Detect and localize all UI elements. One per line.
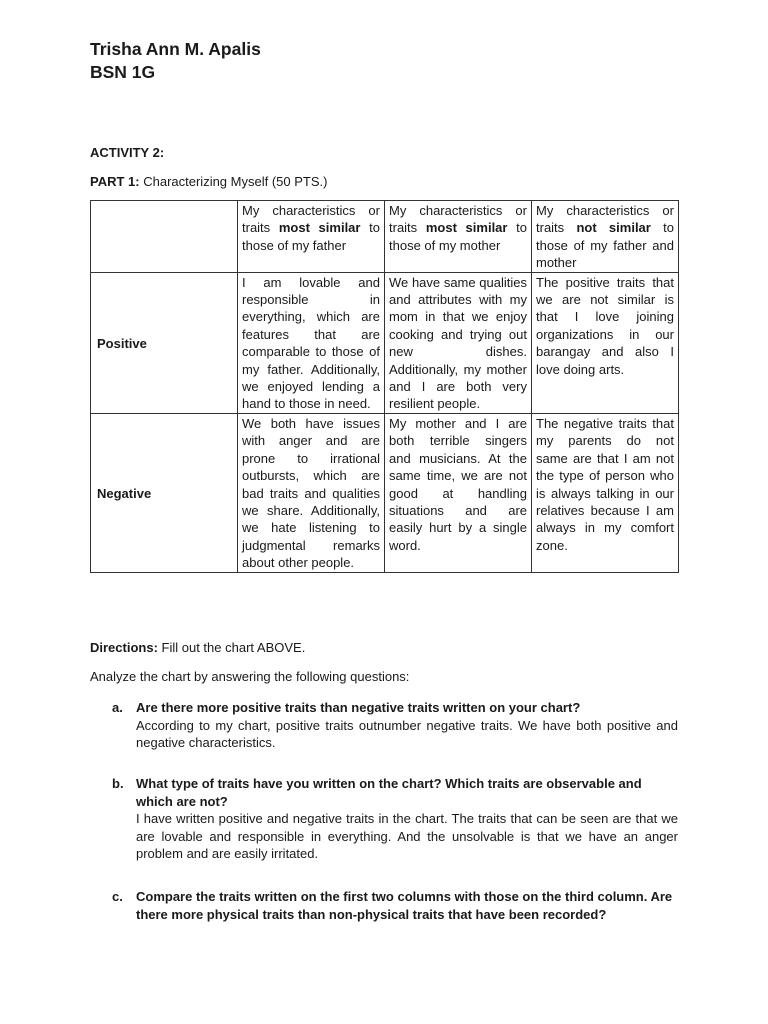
student-name: Trisha Ann M. Apalis xyxy=(90,39,261,59)
part-label: PART 1: xyxy=(90,174,140,189)
chart-row-positive xyxy=(91,272,679,413)
row-label-negative: Negative xyxy=(91,413,238,572)
negative-mother-cell: My mother and I are both terrible singers and musicians. At the same time, we are not good at handling situations and are easily hurt by a single word. xyxy=(385,413,532,572)
header-not-similar-bold: not similar xyxy=(576,220,651,236)
chart-row-negative xyxy=(91,413,679,572)
positive-father-cell: I am lovable and responsible in everything, which are features that are comparable to those of my father. Additionally, we enjoyed lending a hand to those in need. xyxy=(238,272,385,413)
header-not-similar-post: to those of my father and mother xyxy=(536,220,674,271)
header-father-post: to those of my father xyxy=(242,220,380,253)
document-header xyxy=(90,38,261,84)
header-mother-pre: My characteristics or traits xyxy=(389,203,527,236)
chart-header-row xyxy=(91,201,679,273)
part-title xyxy=(90,174,327,189)
header-not-similar-pre: My characteristics or traits xyxy=(536,203,674,236)
question-c xyxy=(112,888,678,923)
header-father-pre: My characteristics or traits xyxy=(242,203,380,236)
header-mother-bold: most similar xyxy=(425,220,508,236)
directions-label: Directions: xyxy=(90,640,158,655)
question-letter: b. xyxy=(112,776,124,791)
negative-not-similar-cell: The negative traits that my parents do not same are that I am not the type of person who is always talking in our relatives because I am always in my comfort zone. xyxy=(532,413,679,572)
directions-text: Fill out the chart ABOVE. xyxy=(157,640,306,655)
activity-title: ACTIVITY 2: xyxy=(90,145,165,160)
question-letter: c. xyxy=(112,889,123,904)
question-text: Are there more positive traits than negative traits written on your chart? xyxy=(136,700,581,715)
positive-mother-cell: We have same qualities and attributes with my mom in that we enjoy cooking and trying out new dishes. Additionally, my mother and I are both very resilient people. xyxy=(385,272,532,413)
header-mother xyxy=(385,201,532,273)
answer-text: According to my chart, positive traits outnumber negative traits. We have both positive and negative characteristics. xyxy=(136,717,678,751)
question-text: Compare the traits written on the first two columns with those on the third column. Are there more physical traits than non-physical traits that have been recorded? xyxy=(136,889,673,922)
traits-chart xyxy=(90,200,679,573)
chart-corner-cell xyxy=(91,201,238,273)
header-mother-post: to those of my mother xyxy=(389,220,527,253)
part-text: Characterizing Myself (50 PTS.) xyxy=(139,174,328,189)
question-b xyxy=(112,775,678,863)
question-text: What type of traits have you written on the chart? Which traits are observable and which are not? xyxy=(136,776,642,809)
header-father-bold: most similar xyxy=(278,220,361,236)
row-label-positive: Positive xyxy=(91,272,238,413)
student-section: BSN 1G xyxy=(90,62,156,82)
question-a xyxy=(112,699,678,752)
question-letter: a. xyxy=(112,700,123,715)
analyze-instruction: Analyze the chart by answering the following questions: xyxy=(90,669,410,684)
header-not-similar xyxy=(532,201,679,273)
directions xyxy=(90,640,305,655)
answer-text: I have written positive and negative traits in the chart. The traits that can be seen are that we are lovable and responsible in everything. And the unsolvable is that we have an anger problem and are easily irritated. xyxy=(136,811,678,862)
header-father xyxy=(238,201,385,273)
negative-father-cell: We both have issues with anger and are prone to irrational outbursts, which are bad traits and qualities we share. Additionally, we hate listening to judgmental remarks about other people. xyxy=(238,413,385,572)
positive-not-similar-cell: The positive traits that we are not similar is that I love joining organizations in our barangay and also I love doing arts. xyxy=(532,272,679,413)
